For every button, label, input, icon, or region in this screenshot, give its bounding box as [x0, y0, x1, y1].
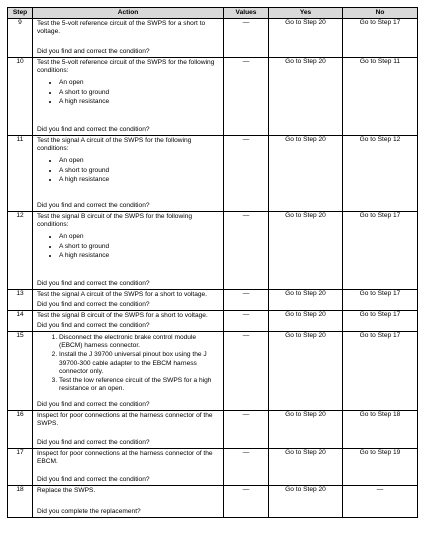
question-text: Did you find and correct the condition? — [37, 125, 150, 133]
instruction-text: Test the 5-volt reference circuit of the SWPS for the following conditions: — [37, 59, 215, 75]
action-cell — [33, 311, 224, 332]
condition-item: • A short to ground — [59, 243, 219, 251]
action-instructions — [35, 449, 221, 466]
instruction-text: Inspect for poor connections at the harness connector of the EBCM. — [37, 450, 213, 466]
procedure-list — [37, 334, 219, 394]
table-row — [8, 136, 418, 212]
question-text: Did you find and correct the condition? — [37, 321, 150, 329]
condition-list — [37, 157, 219, 184]
no-action: Go to Step 12 — [343, 136, 418, 212]
action-instructions — [35, 19, 221, 36]
procedure-step: 3. Test the low reference circuit of the SWPS for a high resistance or an open. — [59, 377, 219, 393]
yes-action: Go to Step 20 — [269, 449, 343, 486]
condition-item: • A high resistance — [59, 98, 219, 106]
action-content — [35, 486, 221, 517]
action-content — [35, 58, 221, 135]
action-cell — [33, 411, 224, 449]
action-cell — [33, 449, 224, 486]
values-cell: — — [224, 486, 269, 518]
procedure-step: 1. Disconnect the electronic brake control module (EBCM) harness connector. — [59, 334, 219, 350]
action-instructions — [35, 332, 221, 394]
instruction-text: Test the signal B circuit of the SWPS for the following conditions: — [37, 213, 193, 229]
instruction-text: Test the signal A circuit of the SWPS for a short to voltage. — [37, 291, 208, 298]
step-number: 14 — [8, 311, 33, 332]
no-action: — — [343, 486, 418, 518]
question-text: Did you find and correct the condition? — [37, 201, 150, 209]
action-content — [35, 411, 221, 448]
table-row — [8, 449, 418, 486]
no-action: Go to Step 17 — [343, 311, 418, 332]
step-number: 16 — [8, 411, 33, 449]
no-action: Go to Step 17 — [343, 290, 418, 311]
question-text: Did you find and correct the condition? — [37, 47, 150, 55]
step-number: 17 — [8, 449, 33, 486]
question-text: Did you find and correct the condition? — [37, 279, 150, 287]
step-number: 15 — [8, 332, 33, 411]
step-number: 18 — [8, 486, 33, 518]
condition-list — [37, 79, 219, 106]
instruction-text: Inspect for poor connections at the harness connector of the SWPS. — [37, 412, 213, 428]
step-number: 13 — [8, 290, 33, 311]
action-cell — [33, 486, 224, 518]
action-content — [35, 449, 221, 485]
header-action: Action — [33, 8, 224, 19]
condition-item: • An open — [59, 79, 219, 87]
table-row — [8, 58, 418, 136]
header-values: Values — [224, 8, 269, 19]
header-step: Step — [8, 8, 33, 19]
condition-list — [37, 233, 219, 260]
table-row — [8, 411, 418, 449]
yes-action: Go to Step 20 — [269, 486, 343, 518]
action-instructions — [35, 212, 221, 260]
action-instructions — [35, 58, 221, 106]
diagnostic-table — [7, 7, 418, 518]
table-row — [8, 212, 418, 290]
table-row — [8, 19, 418, 58]
condition-item: • A short to ground — [59, 167, 219, 175]
condition-item: • A high resistance — [59, 252, 219, 260]
action-cell — [33, 58, 224, 136]
action-instructions — [35, 411, 221, 428]
action-cell — [33, 332, 224, 411]
action-content — [35, 212, 221, 289]
procedure-step: 2. Install the J 39700 universal pinout box using the J 39700-300 cable adapter to the EBCM harness connector only. — [59, 351, 219, 376]
yes-action: Go to Step 20 — [269, 19, 343, 58]
condition-item: • A short to ground — [59, 89, 219, 97]
values-cell: — — [224, 449, 269, 486]
condition-item: • A high resistance — [59, 176, 219, 184]
condition-item: • An open — [59, 233, 219, 241]
yes-action: Go to Step 20 — [269, 332, 343, 411]
header-row — [8, 8, 418, 19]
step-number: 10 — [8, 58, 33, 136]
header-yes: Yes — [269, 8, 343, 19]
instruction-text: Test the signal A circuit of the SWPS for the following conditions: — [37, 137, 192, 153]
no-action: Go to Step 11 — [343, 58, 418, 136]
question-text: Did you find and correct the condition? — [37, 475, 150, 483]
no-action: Go to Step 17 — [343, 212, 418, 290]
yes-action: Go to Step 20 — [269, 58, 343, 136]
header-no: No — [343, 8, 418, 19]
question-text: Did you find and correct the condition? — [37, 438, 150, 446]
values-cell: — — [224, 290, 269, 311]
values-cell: — — [224, 332, 269, 411]
action-instructions — [35, 311, 221, 320]
action-cell — [33, 19, 224, 58]
step-number: 11 — [8, 136, 33, 212]
values-cell: — — [224, 58, 269, 136]
condition-item: • An open — [59, 157, 219, 165]
instruction-text: Test the 5-volt reference circuit of the SWPS for a short to voltage. — [37, 20, 206, 36]
action-content — [35, 332, 221, 410]
question-text: Did you find and correct the condition? — [37, 400, 150, 408]
action-instructions — [35, 136, 221, 184]
action-content — [35, 19, 221, 57]
instruction-text: Replace the SWPS. — [37, 487, 96, 494]
no-action: Go to Step 19 — [343, 449, 418, 486]
values-cell: — — [224, 19, 269, 58]
action-cell — [33, 290, 224, 311]
values-cell: — — [224, 411, 269, 449]
question-text: Did you find and correct the condition? — [37, 300, 150, 308]
action-cell — [33, 212, 224, 290]
table-row — [8, 311, 418, 332]
values-cell: — — [224, 311, 269, 332]
action-content — [35, 290, 221, 310]
yes-action: Go to Step 20 — [269, 290, 343, 311]
action-content — [35, 136, 221, 211]
question-text: Did you complete the replacement? — [37, 507, 141, 515]
step-number: 9 — [8, 19, 33, 58]
yes-action: Go to Step 20 — [269, 212, 343, 290]
yes-action: Go to Step 20 — [269, 411, 343, 449]
yes-action: Go to Step 20 — [269, 136, 343, 212]
instruction-text: Test the signal B circuit of the SWPS for a short to voltage. — [37, 312, 208, 319]
table-row — [8, 290, 418, 311]
action-cell — [33, 136, 224, 212]
action-instructions — [35, 290, 221, 299]
table-body — [8, 19, 418, 518]
no-action: Go to Step 18 — [343, 411, 418, 449]
no-action: Go to Step 17 — [343, 332, 418, 411]
action-instructions — [35, 486, 221, 495]
step-number: 12 — [8, 212, 33, 290]
action-content — [35, 311, 221, 331]
no-action: Go to Step 17 — [343, 19, 418, 58]
values-cell: — — [224, 136, 269, 212]
table-row — [8, 332, 418, 411]
values-cell: — — [224, 212, 269, 290]
yes-action: Go to Step 20 — [269, 311, 343, 332]
table-row — [8, 486, 418, 518]
